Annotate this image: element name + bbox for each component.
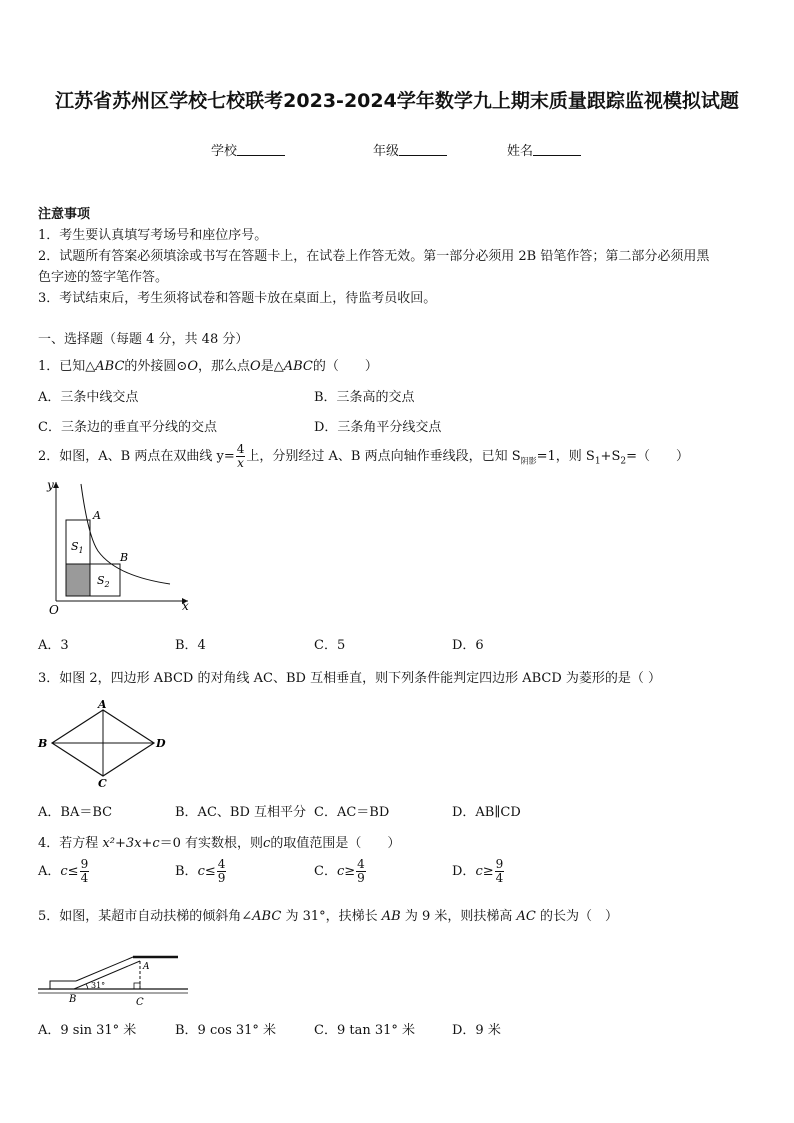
- q2-option-b[interactable]: B．4: [175, 638, 206, 653]
- q5-stem: 5．如图，某超市自动扶梯的倾斜角∠ABC 为 31°，扶梯长 AB 为 9 米，则扶梯高 AC 的长为（ ）: [38, 909, 619, 924]
- section-heading: 一、选择题（每题 4 分，共 48 分）: [38, 332, 249, 347]
- school-label: 学校: [211, 144, 238, 159]
- s1-label: $S_1$: [71, 540, 84, 555]
- q1-option-a[interactable]: A．三条中线交点: [38, 390, 139, 405]
- q5-option-d[interactable]: D．9 米: [452, 1023, 501, 1038]
- q2-option-d[interactable]: D．6: [452, 638, 484, 653]
- q4-stem: 4．若方程 x²+3x+c＝0 有实数根，则c的取值范围是（ ）: [38, 836, 401, 851]
- q5-option-c[interactable]: C．9 tan 31° 米: [314, 1023, 416, 1038]
- angle-label: 31°: [91, 981, 106, 990]
- lower-landing: [50, 981, 76, 989]
- q2-stem: 2．如图，A、B 两点在双曲线 y= $\frac{4}{x}$ 上，分别经过 A、B 两点向轴作垂线段，已知 $S_{阴影}=1$，则 $S_1+S_2=$（ ）: [38, 442, 689, 470]
- point-b-label: B: [120, 551, 129, 564]
- q2-option-a[interactable]: A．3: [38, 638, 69, 653]
- s2-label: $S_2$: [97, 574, 110, 589]
- point-c-label: C: [136, 997, 144, 1008]
- name-blank[interactable]: [533, 143, 581, 156]
- q2-hyperbola-figure: [36, 476, 196, 618]
- notice-item: 2．试题所有答案必须填涂或书写在答题卡上，在试卷上作答无效。第一部分必须用 2B 铅笔作答；第二部分必须用黑: [38, 249, 710, 264]
- point-a-label: A: [93, 509, 101, 522]
- notice-item: 3．考试结束后，考生须将试卷和答题卡放在桌面上，待监考员收回。: [38, 291, 437, 306]
- name-field: [507, 140, 581, 159]
- exam-title: 江苏省苏州区学校七校联考2023-2024学年数学九上期末质量跟踪监视模拟试题: [55, 90, 739, 112]
- q5-option-b[interactable]: B．9 cos 31° 米: [175, 1023, 277, 1038]
- vertex-d-label: D: [156, 737, 166, 750]
- escalator-ab: [74, 961, 140, 989]
- school-blank[interactable]: [237, 143, 285, 156]
- school-field: [211, 140, 285, 159]
- q1-option-c[interactable]: C．三条边的垂直平分线的交点: [38, 420, 217, 435]
- right-angle-mark: [134, 983, 140, 989]
- grade-field: [373, 140, 447, 159]
- q5-escalator-figure: [36, 944, 192, 1010]
- q1-option-d[interactable]: D．三条角平分线交点: [314, 420, 442, 435]
- q3-option-d[interactable]: D．AB∥CD: [452, 805, 521, 820]
- q4-option-a[interactable]: A．c≤ $\frac{9}{4}$: [38, 857, 89, 885]
- point-a-label: A: [143, 962, 150, 972]
- q3-option-c[interactable]: C．AC＝BD: [314, 805, 390, 820]
- vertex-a-label: A: [98, 698, 107, 711]
- q4-option-d[interactable]: D．c≥ $\frac{9}{4}$: [452, 857, 504, 885]
- angle-arc: [86, 984, 88, 989]
- y-axis-arrow: [53, 482, 59, 488]
- q1-option-b[interactable]: B．三条高的交点: [314, 390, 415, 405]
- q2-fraction: $\frac{4}{x}$: [236, 442, 245, 470]
- q3-rhombus-figure: [36, 698, 172, 790]
- vertex-b-label: B: [38, 737, 48, 750]
- grade-label: 年级: [373, 144, 400, 159]
- notice-heading: 注意事项: [38, 207, 91, 222]
- notice-item: 1．考生要认真填写考场号和座位序号。: [38, 228, 268, 243]
- grade-blank[interactable]: [399, 143, 447, 156]
- q1-stem: 1．已知△ABC的外接圆⊙O，那么点O是△ABC的（ ）: [38, 359, 378, 374]
- origin-label: O: [49, 603, 59, 617]
- vertex-c-label: C: [98, 777, 107, 790]
- shaded-region: [66, 564, 90, 596]
- q3-option-a[interactable]: A．BA＝BC: [38, 805, 113, 820]
- q3-option-b[interactable]: B．AC、BD 互相平分: [175, 805, 306, 820]
- q4-option-c[interactable]: C．c≥ $\frac{4}{9}$: [314, 857, 365, 885]
- hyperbola-curve: [81, 484, 170, 584]
- q2-option-c[interactable]: C．5: [314, 638, 346, 653]
- x-label: x: [182, 599, 189, 613]
- name-label: 姓名: [507, 144, 534, 159]
- handrail-upper: [76, 957, 133, 981]
- notice-item: 色字迹的签字笔作答。: [38, 270, 169, 285]
- y-label: y: [47, 478, 54, 492]
- q4-option-b[interactable]: B．c≤ $\frac{4}{9}$: [175, 857, 226, 885]
- q3-stem: 3．如图 2，四边形 ABCD 的对角线 AC、BD 互相垂直，则下列条件能判定四边形 ABCD 为菱形的是（ ）: [38, 671, 662, 686]
- q5-option-a[interactable]: A．9 sin 31° 米: [38, 1023, 137, 1038]
- point-b-label: B: [69, 994, 77, 1005]
